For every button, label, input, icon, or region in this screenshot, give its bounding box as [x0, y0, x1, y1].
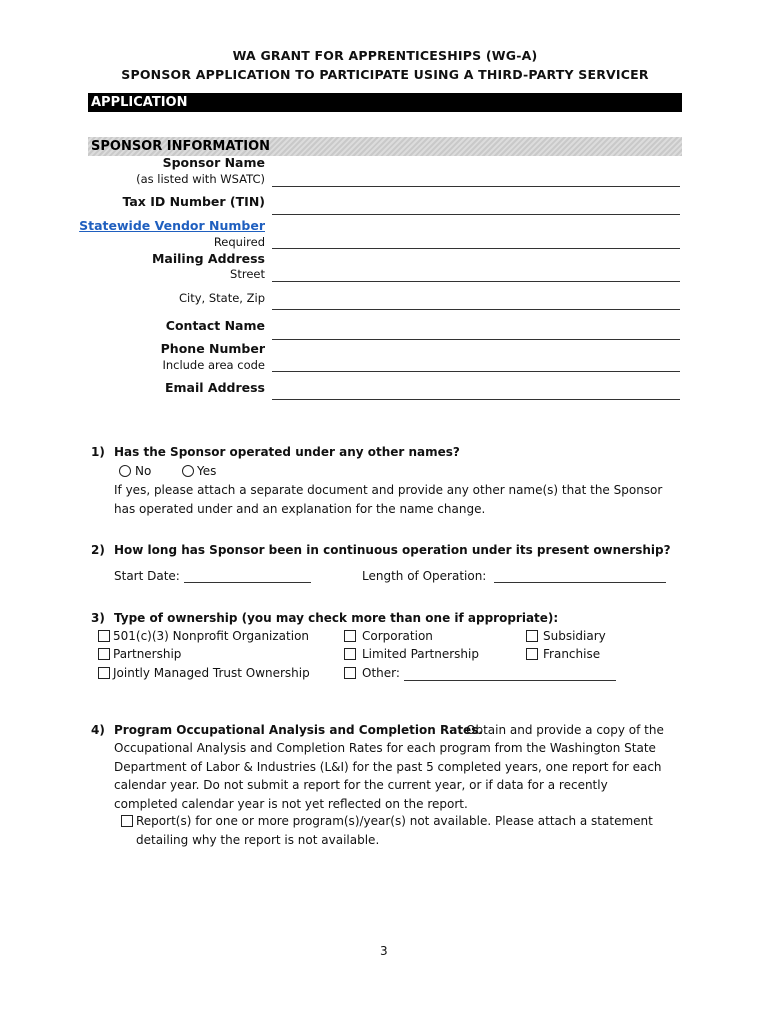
- phone-number-label: Phone Number: [160, 341, 265, 356]
- start-date-label: Start Date:: [114, 569, 180, 583]
- q1-note-line1: If yes, please attach a separate document and provide any other name(s) that the Sponsor: [114, 483, 663, 497]
- sponsor-name-note: (as listed with WSATC): [136, 172, 265, 186]
- subsidiary-checkbox[interactable]: [526, 630, 538, 642]
- start-date-field[interactable]: [184, 582, 311, 583]
- q3-number: 3): [91, 611, 105, 625]
- contact-name-field[interactable]: [272, 339, 680, 340]
- phone-number-field[interactable]: [272, 371, 680, 372]
- other-label: Other:: [362, 666, 400, 680]
- nonprofit-label: 501(c)(3) Nonprofit Organization: [113, 629, 310, 643]
- q2-question: How long has Sponsor been in continuous operation under its present ownership?: [114, 543, 671, 557]
- form-subtitle: SPONSOR APPLICATION TO PARTICIPATE USING A THIRD-PARTY SERVICER: [121, 67, 649, 82]
- street-label: Street: [230, 267, 265, 281]
- q3-question: Type of ownership (you may check more than one if appropriate):: [114, 611, 559, 625]
- q4-text-line5: completed calendar year is not yet reflected on the report.: [114, 797, 468, 811]
- q1-yes-radio[interactable]: [182, 465, 194, 477]
- q4-number: 4): [91, 723, 105, 737]
- partnership-label: Partnership: [113, 647, 182, 661]
- phone-note: Include area code: [162, 358, 265, 372]
- limited-partnership-label: Limited Partnership: [362, 647, 479, 661]
- q1-number: 1): [91, 445, 105, 459]
- partnership-checkbox[interactable]: [98, 648, 110, 660]
- city-state-zip-field[interactable]: [272, 309, 680, 310]
- report-unavailable-checkbox[interactable]: [121, 815, 133, 827]
- q1-no-label: No: [135, 464, 152, 478]
- q1-no-radio[interactable]: [119, 465, 131, 477]
- nonprofit-checkbox[interactable]: [98, 630, 110, 642]
- q4-text-line1: Obtain and provide a copy of the: [466, 723, 664, 737]
- corporation-label: Corporation: [362, 629, 433, 643]
- q4-text-line3: Department of Labor & Industries (L&I) for the past 5 completed years, one report for each: [114, 760, 662, 774]
- q1-question: Has the Sponsor operated under any other names?: [114, 445, 460, 459]
- city-state-zip-label: City, State, Zip: [179, 291, 265, 305]
- email-address-field[interactable]: [272, 399, 680, 400]
- page-number: 3: [380, 944, 388, 958]
- tin-label: Tax ID Number (TIN): [122, 194, 265, 209]
- q4-question: Program Occupational Analysis and Completion Rates.: [114, 723, 483, 737]
- q2-number: 2): [91, 543, 105, 557]
- vendor-required-note: Required: [213, 235, 265, 249]
- sponsor-name-field[interactable]: [272, 186, 680, 187]
- other-checkbox[interactable]: [344, 667, 356, 679]
- street-field[interactable]: [272, 281, 680, 282]
- other-text-field[interactable]: [404, 680, 616, 681]
- email-address-label: Email Address: [164, 380, 265, 395]
- contact-name-label: Contact Name: [165, 318, 265, 333]
- sponsor-name-label: Sponsor Name: [162, 155, 265, 170]
- report-unavailable-line2: detailing why the report is not available.: [136, 833, 380, 847]
- franchise-label: Franchise: [543, 647, 601, 661]
- franchise-checkbox[interactable]: [526, 648, 538, 660]
- length-of-operation-field[interactable]: [494, 582, 666, 583]
- subsidiary-label: Subsidiary: [543, 629, 606, 643]
- tin-field[interactable]: [272, 214, 680, 215]
- application-section-header: APPLICATION: [88, 93, 682, 112]
- limited-partnership-checkbox[interactable]: [344, 648, 356, 660]
- trust-checkbox[interactable]: [98, 667, 110, 679]
- report-unavailable-line1: Report(s) for one or more program(s)/year(s) not available. Please attach a statement: [136, 814, 653, 828]
- corporation-checkbox[interactable]: [344, 630, 356, 642]
- form-title: WA GRANT FOR APPRENTICESHIPS (WG-A): [232, 48, 538, 63]
- q4-text-line4: calendar year. Do not submit a report for the current year, or if data for a recently: [114, 778, 608, 792]
- q4-text-line2: Occupational Analysis and Completion Rates for each program from the Washington State: [114, 741, 656, 755]
- vendor-number-field[interactable]: [272, 248, 680, 249]
- q1-note-line2: has operated under and an explanation for the name change.: [114, 502, 486, 516]
- q1-yes-label: Yes: [197, 464, 217, 478]
- length-of-operation-label: Length of Operation:: [362, 569, 487, 583]
- trust-label: Jointly Managed Trust Ownership: [113, 666, 310, 680]
- mailing-address-label: Mailing Address: [151, 251, 265, 266]
- sponsor-info-section-header: SPONSOR INFORMATION: [88, 137, 682, 156]
- vendor-number-link[interactable]: Statewide Vendor Number: [79, 218, 265, 233]
